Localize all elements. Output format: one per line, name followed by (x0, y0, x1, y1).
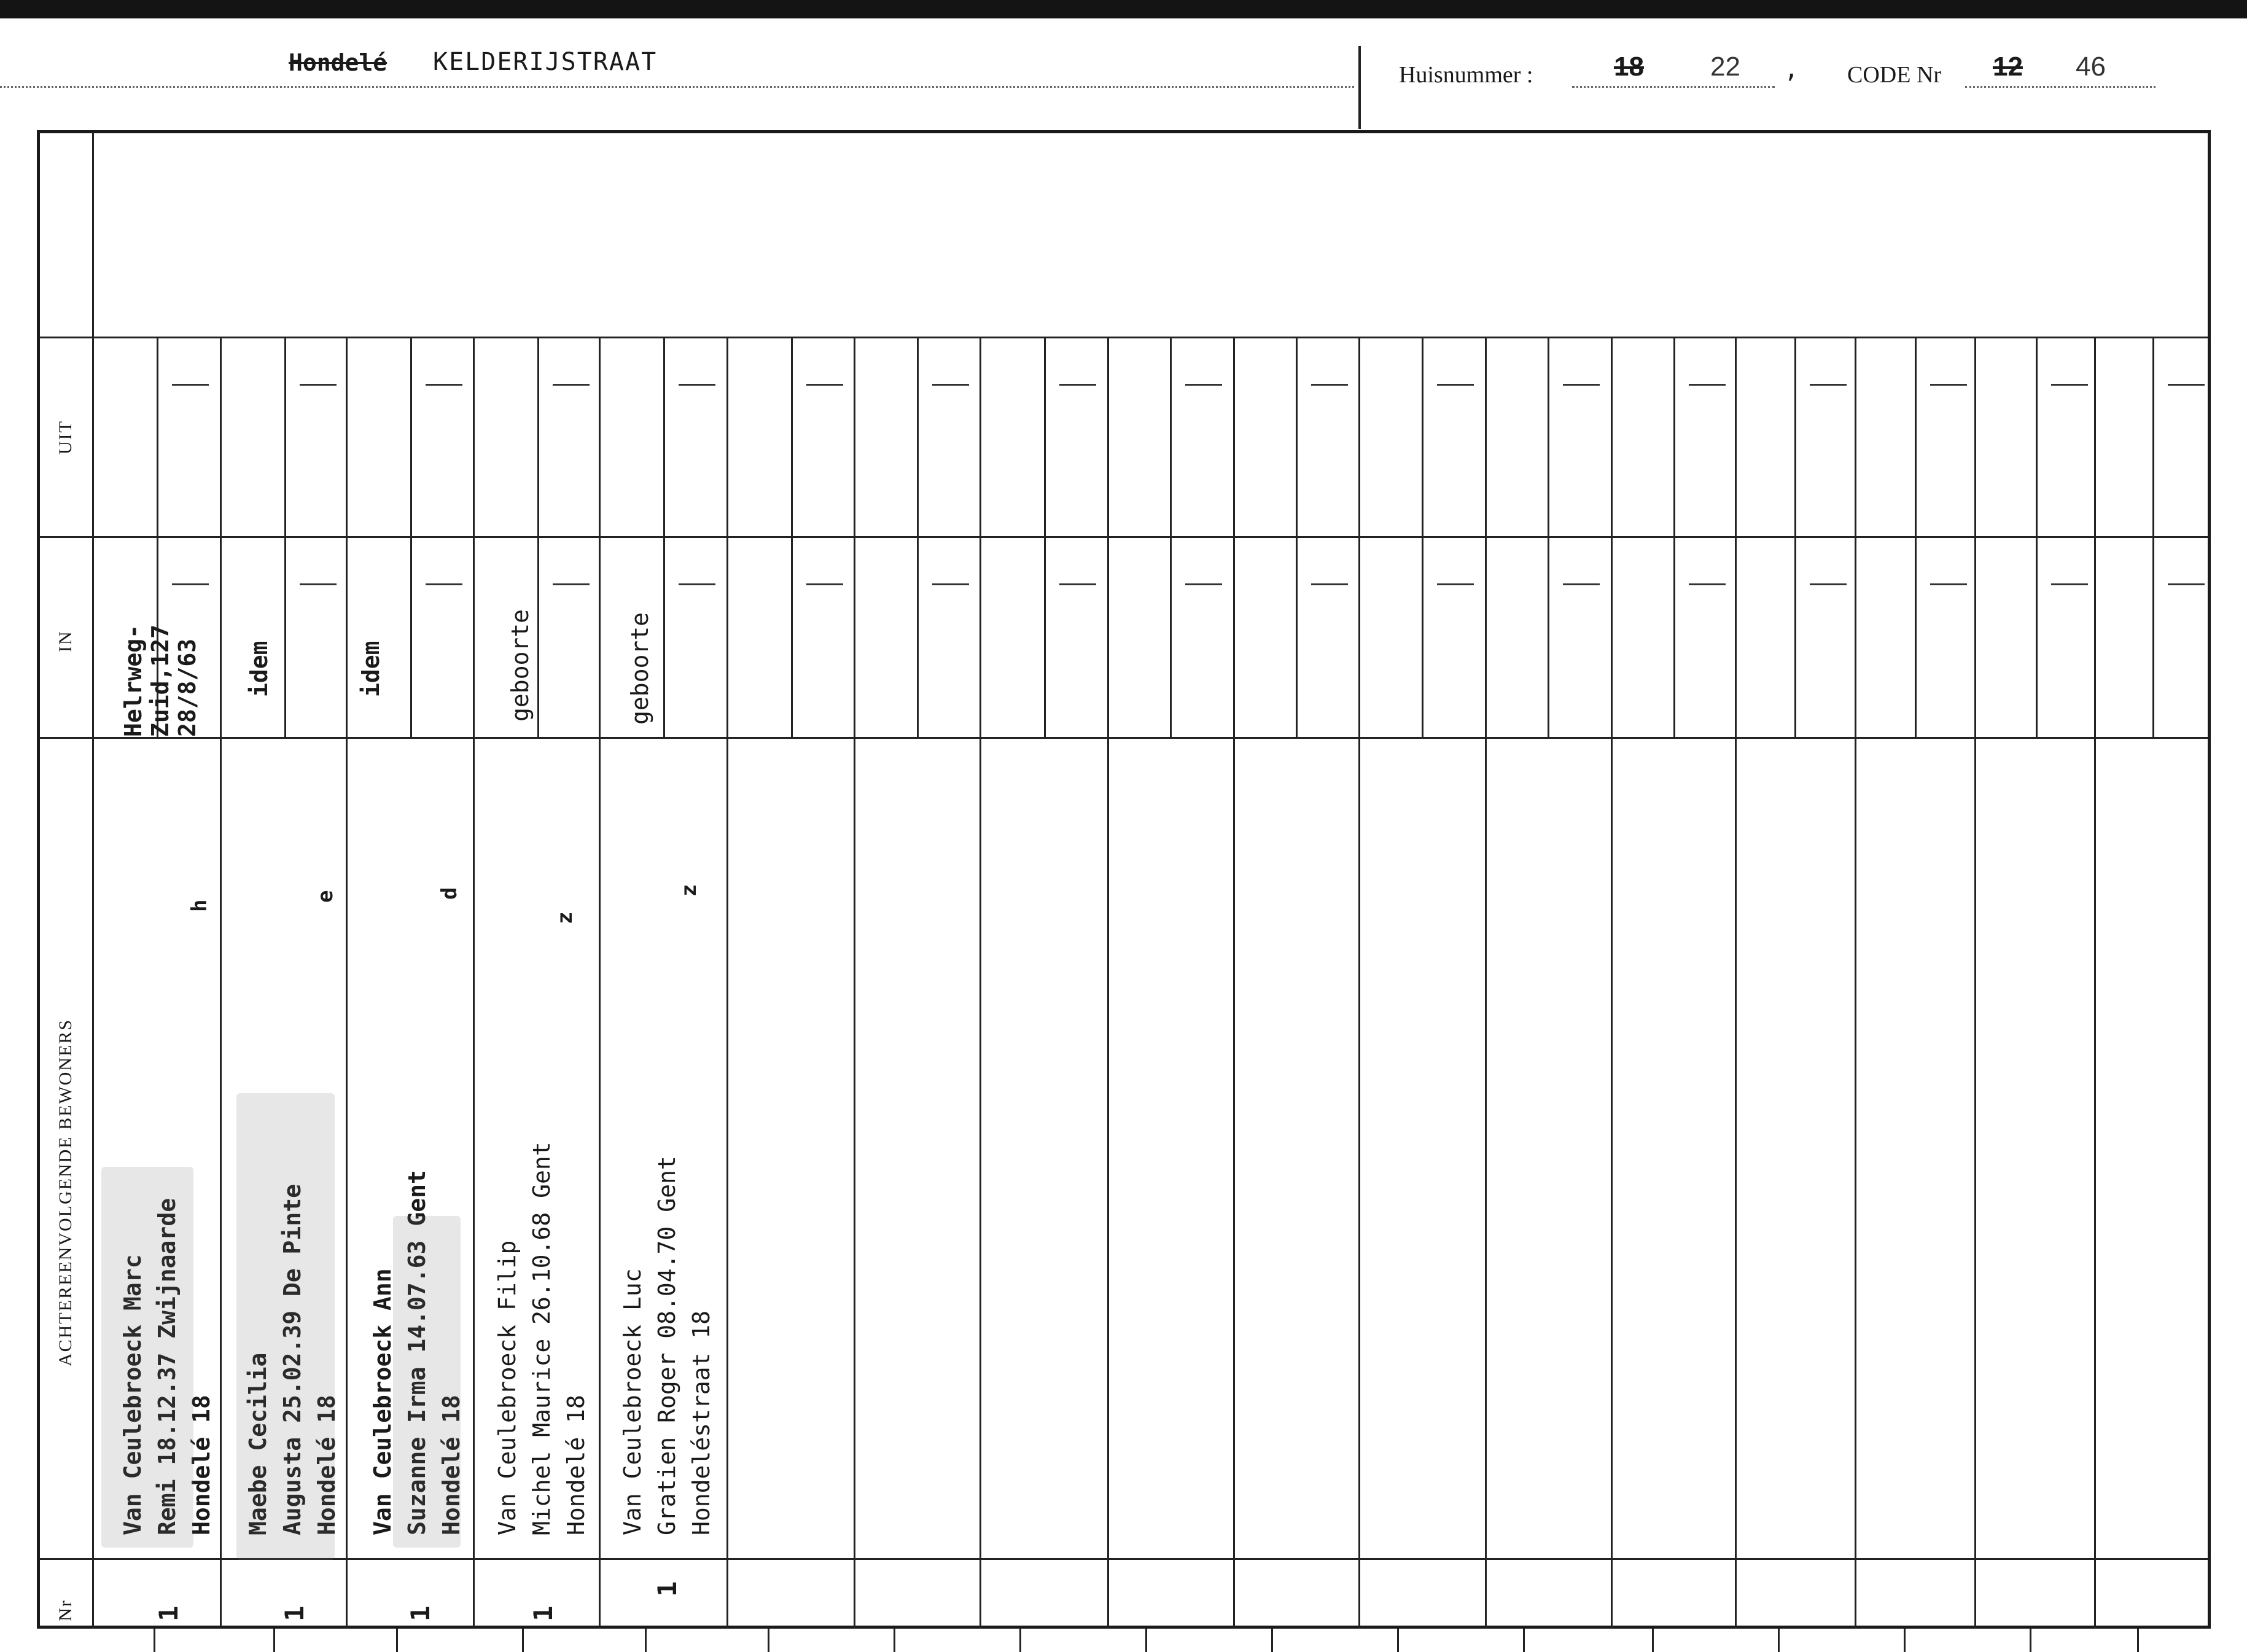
column-divider (1855, 337, 1856, 1629)
entry-marker: z (677, 884, 701, 897)
dash-mark (1185, 384, 1222, 386)
entry-nr: 1 (652, 1581, 682, 1597)
street-name: KELDERIJSTRAAT (433, 48, 658, 76)
dash-mark (1930, 583, 1967, 585)
bottom-tick (1019, 1629, 1021, 1652)
sub-column-divider (537, 337, 539, 737)
street-name-crossed: Hondelé (289, 49, 387, 76)
entry-nr: 1 (154, 1605, 184, 1621)
code-dotline (1965, 86, 2155, 88)
erasure-smudge (101, 1167, 193, 1548)
dash-mark (2168, 384, 2205, 386)
entry-in: geboorte (507, 609, 534, 722)
house-number-dotline (1572, 86, 1775, 88)
entry-resident: Van Ceulebroeck Luc Gratien Roger 08.04.70 Gent Hondeléstraat 18 (619, 1156, 715, 1535)
column-divider (220, 337, 222, 1629)
bottom-tick (645, 1629, 647, 1652)
bottom-tick (273, 1629, 275, 1652)
dash-mark (1437, 583, 1474, 585)
bottom-tick (1271, 1629, 1273, 1652)
dash-mark (2051, 384, 2088, 386)
column-divider (599, 337, 601, 1629)
sub-column-divider (2036, 337, 2038, 737)
header-comma: , (1784, 55, 1799, 84)
dash-mark (806, 583, 843, 585)
column-divider (854, 337, 855, 1629)
dash-mark (1059, 384, 1096, 386)
bottom-tick (2030, 1629, 2031, 1652)
bottom-tick (2137, 1629, 2139, 1652)
bottom-tick (154, 1629, 155, 1652)
dash-mark (1563, 583, 1600, 585)
dash-mark (1810, 583, 1847, 585)
label-column-divider (92, 132, 94, 1629)
sub-column-divider (1548, 337, 1549, 737)
bottom-tick (1145, 1629, 1147, 1652)
sub-column-divider (663, 337, 665, 737)
house-number-crossed: 18 (1614, 52, 1644, 82)
entry-in: geboorte (626, 612, 653, 725)
code-number: 46 (2076, 52, 2106, 82)
bottom-tick (1904, 1629, 1906, 1652)
erasure-smudge (236, 1093, 335, 1560)
entry-in: idem (357, 641, 384, 697)
sub-column-divider (2152, 337, 2154, 737)
dash-mark (1437, 384, 1474, 386)
bottom-tick (1778, 1629, 1780, 1652)
scan-top-edge (0, 0, 2247, 18)
dash-mark (2168, 583, 2205, 585)
section-label-residents: ACHTEREENVOLGENDE BEWONERS (55, 1018, 76, 1366)
column-divider (979, 337, 981, 1629)
register-form-frame (37, 130, 2211, 1629)
sub-column-divider (1044, 337, 1046, 737)
dash-mark (300, 583, 337, 585)
section-label-in: IN (55, 630, 76, 652)
dash-mark (553, 384, 590, 386)
sub-column-divider (284, 337, 286, 737)
bottom-tick (522, 1629, 524, 1652)
dash-mark (1311, 583, 1348, 585)
dash-mark (1810, 384, 1847, 386)
dash-mark (426, 583, 462, 585)
entry-resident: Van Ceulebroeck Marc Remi 18.12.37 Zwijnaarde Hondelé 18 (119, 1198, 215, 1535)
dash-mark (426, 384, 462, 386)
house-number: 22 (1710, 52, 1740, 82)
dash-mark (1059, 583, 1096, 585)
entry-in: idem (246, 641, 273, 697)
bottom-tick (396, 1629, 398, 1652)
dash-mark (172, 583, 209, 585)
column-divider (1611, 337, 1613, 1629)
erasure-smudge (393, 1216, 461, 1548)
sub-column-divider (791, 337, 793, 737)
entry-nr: 1 (279, 1605, 310, 1621)
entry-marker: z (553, 911, 577, 924)
row-divider (40, 1558, 2209, 1560)
column-divider (1974, 337, 1976, 1629)
sub-column-divider (1915, 337, 1917, 737)
section-label-nr: Nr (55, 1599, 76, 1621)
column-divider (2094, 337, 2096, 1629)
entry-nr: 1 (405, 1605, 435, 1621)
entry-marker: h (187, 899, 212, 912)
entry-resident: Maebe Cecilia Augusta 25.02.39 De Pinte Hondelé 18 (244, 1184, 340, 1535)
dash-mark (679, 384, 715, 386)
row-divider (40, 737, 2209, 739)
column-divider (1735, 337, 1737, 1629)
entry-nr: 1 (528, 1605, 558, 1621)
dash-mark (806, 384, 843, 386)
dash-mark (300, 384, 337, 386)
dash-mark (1689, 583, 1726, 585)
row-divider (40, 337, 2209, 338)
entry-marker: e (313, 890, 338, 903)
sub-column-divider (1296, 337, 1298, 737)
street-underline (0, 86, 1354, 88)
dash-mark (1185, 583, 1222, 585)
dash-mark (932, 583, 969, 585)
bottom-tick (768, 1629, 769, 1652)
entry-in: Helrweg- Zuid,127 28/8/63 (120, 624, 201, 737)
bottom-tick (1523, 1629, 1525, 1652)
dash-mark (1689, 384, 1726, 386)
sub-column-divider (1422, 337, 1423, 737)
column-divider (1107, 337, 1109, 1629)
dash-mark (932, 384, 969, 386)
column-divider (1233, 337, 1235, 1629)
sub-column-divider (1673, 337, 1675, 737)
sub-column-divider (410, 337, 412, 737)
column-divider (1358, 337, 1360, 1629)
dash-mark (553, 583, 590, 585)
column-divider (346, 337, 348, 1629)
code-crossed: 12 (1993, 52, 2023, 82)
code-label: CODE Nr (1847, 62, 1942, 88)
dash-mark (1930, 384, 1967, 386)
dash-mark (172, 384, 209, 386)
column-divider (473, 337, 475, 1629)
dash-mark (2051, 583, 2088, 585)
dash-mark (1311, 384, 1348, 386)
column-divider (726, 337, 728, 1629)
bottom-tick (1652, 1629, 1654, 1652)
sub-column-divider (917, 337, 919, 737)
bottom-tick (894, 1629, 895, 1652)
sub-column-divider (1794, 337, 1796, 737)
section-label-uit: UIT (55, 420, 76, 454)
row-divider (40, 536, 2209, 538)
entry-resident: Van Ceulebroeck Ann Suzanne Irma 14.07.63 Gent Hondelé 18 (369, 1170, 465, 1535)
house-number-label: Huisnummer : (1399, 62, 1533, 88)
sub-column-divider (1170, 337, 1172, 737)
column-divider (1485, 337, 1487, 1629)
bottom-tick (1397, 1629, 1399, 1652)
entry-resident: Van Ceulebroeck Filip Michel Maurice 26.10.68 Gent Hondelé 18 (494, 1142, 590, 1535)
dash-mark (679, 583, 715, 585)
dash-mark (1563, 384, 1600, 386)
entry-marker: d (437, 887, 462, 900)
header-separator (1358, 46, 1361, 129)
